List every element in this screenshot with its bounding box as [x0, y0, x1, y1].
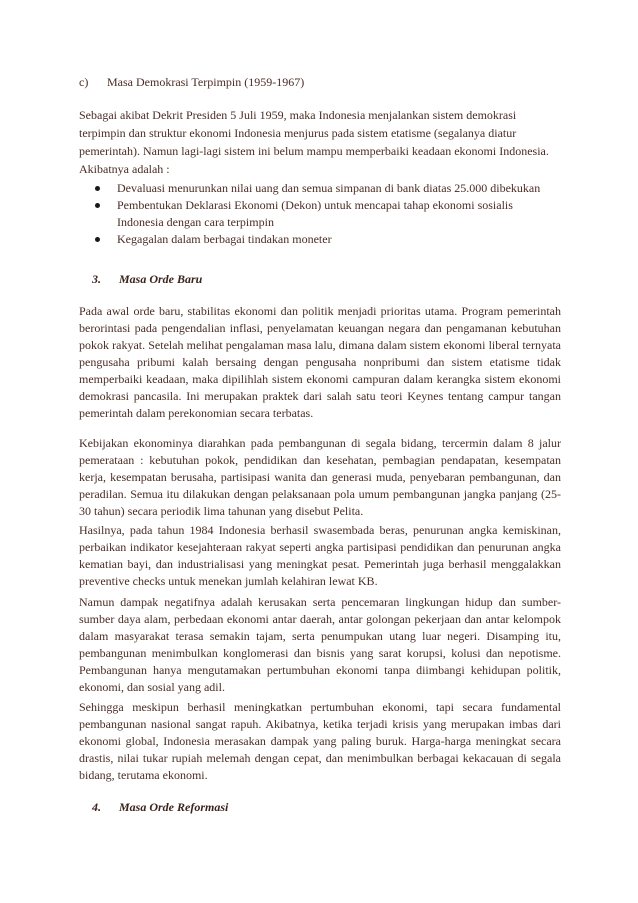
section-3-heading: [92, 271, 202, 288]
bullet-icon: [95, 186, 100, 191]
paragraph-orde-baru-4: Namun dampak negatifnya adalah kerusakan serta pencemaran lingkungan hidup dan sumber-sumber daya alam, perbedaan ekonomi antar daerah, antar golongan pekerjaan dan antar kelompok dalam masyarakat terasa semakin tajam, serta penumpukan utang luar negeri. Disamping itu, pembangunan menimbulkan konglomerasi dan bisnis yang sarat korupsi, kolusi dan nepotisme. Pembangunan hanya mengutamakan pertumbuhan ekonomi tanpa diimbangi kehidupan politik, ekonomi, dan sosial yang adil.: [79, 595, 561, 694]
section-3-number: 3.: [92, 272, 101, 286]
list-item: [79, 197, 561, 231]
paragraph-orde-baru-3: Hasilnya, pada tahun 1984 Indonesia berhasil swasembada beras, penurunan angka kemiskinan, perbaikan indikator kesejahteraan rakyat seperti angka partisipasi pendidikan dan penurunan angka kematian bayi, dan industrialisasi yang meningkat pesat. Pemerintah juga berhasil menggalakkan preventive checks untuk menekan jumlah kelahiran lewat KB.: [79, 523, 561, 588]
section-4-number: 4.: [92, 800, 101, 814]
list-item: [79, 231, 561, 248]
bullet-icon: [95, 237, 100, 242]
paragraph-orde-baru-2: Kebijakan ekonominya diarahkan pada pembangunan di segala bidang, tercermin dalam 8 jalur pemerataan : kebutuhan pokok, pendidikan dan kesehatan, pembagian pendapatan, kesempatan kerja, kesempatan berusaha, partisipasi wanita dan generasi muda, penyebaran pembangunan, dan peradilan. Semua itu dilakukan dengan pelaksanaan pola umum pembangunan jangka panjang (25-30 tahun) secara periodik lima tahunan yang disebut Pelita.: [79, 436, 561, 518]
bullet-icon: [95, 203, 100, 208]
section-4-title: Masa Orde Reformasi: [119, 800, 229, 814]
paragraph-orde-baru-1: Pada awal orde baru, stabilitas ekonomi dan politik menjadi prioritas utama. Program pemerintah berorintasi pada pengendalian inflasi, penyelamatan keuangan negara dan pengamanan kebutuhan pokok rakyat. Setelah melihat pengalaman masa lalu, dimana dalam sistem ekonomi liberal ternyata pengusaha pribumi kalah bersaing dengan pengusaha nonpribumi dan sistem etatisme tidak memperbaiki keadaan, maka dipilihlah sistem ekonomi campuran dalam kerangka sistem ekonomi demokrasi pancasila. Ini merupakan praktek dari salah satu teori Keynes tentang campur tangan pemerintah dalam perekonomian secara terbatas.: [79, 304, 561, 420]
list-item-text: Devaluasi menurunkan nilai uang dan semua simpanan di bank diatas 25.000 dibekukan: [117, 181, 541, 195]
section-c-heading: [79, 74, 304, 91]
list-item-text: Pembentukan Deklarasi Ekonomi (Dekon) untuk mencapai tahap ekonomi sosialis Indonesia dengan cara terpimpin: [117, 198, 513, 229]
list-item-text: Kegagalan dalam berbagai tindakan moneter: [117, 232, 332, 246]
section-c-letter: c): [79, 75, 89, 89]
section-3-title: Masa Orde Baru: [119, 272, 203, 286]
consequence-list: [79, 180, 561, 248]
section-4-heading: [92, 799, 228, 816]
intro-paragraph: Sebagai akibat Dekrit Presiden 5 Juli 1959, maka Indonesia menjalankan sistem demokrasi terpimpin dan struktur ekonomi Indonesia menjurus pada sistem etatisme (segalanya diatur pemerintah). Namun lagi-lagi sistem ini belum mampu memperbaiki keadaan ekonomi Indonesia. Akibatnya adalah :: [79, 108, 549, 176]
list-item: [79, 180, 561, 197]
paragraph-orde-baru-5: Sehingga meskipun berhasil meningkatkan pertumbuhan ekonomi, tapi secara fundamental pembangunan nasional sangat rapuh. Akibatnya, ketika terjadi krisis yang merupakan imbas dari ekonomi global, Indonesia merasakan dampak yang paling buruk. Harga-harga meningkat secara drastis, nilai tukar rupiah melemah dengan cepat, dan menimbulkan berbagai kekacauan di segala bidang, terutama ekonomi.: [79, 700, 561, 782]
section-c-title: Masa Demokrasi Terpimpin (1959-1967): [107, 75, 305, 89]
